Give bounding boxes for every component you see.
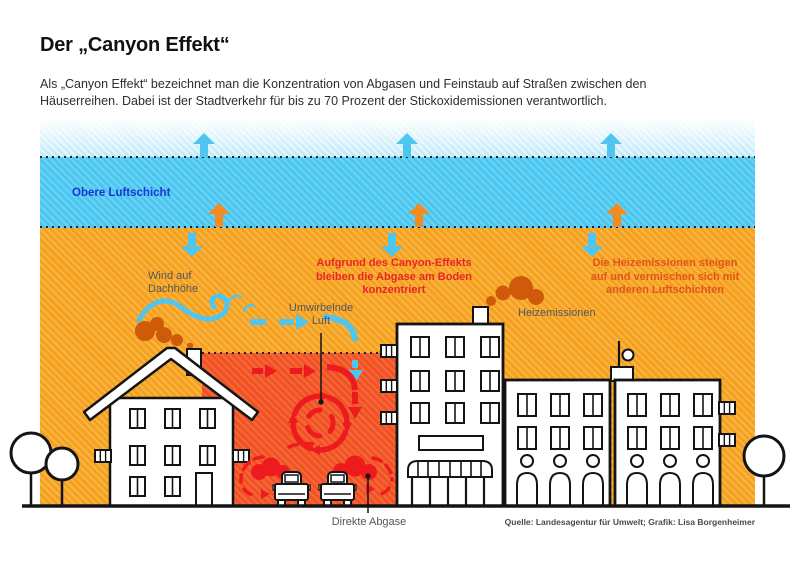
intro-line: Als „Canyon Effekt“ bezeichnet man die Konzentration von Abgasen und Feinstaub auf Straßen zwischen den: [40, 77, 647, 91]
balcony-icon: [719, 434, 735, 446]
balcony-icon: [381, 412, 397, 424]
street-smoke-clouds-red: [251, 456, 377, 481]
round-window-icon: [664, 455, 676, 467]
turbulence-label: Umwirbelnde Luft: [288, 302, 354, 327]
balcony-icon: [95, 450, 111, 462]
arched-door: [550, 473, 570, 506]
downdraft-arrows-cyan: [181, 233, 603, 257]
round-window-icon: [631, 455, 643, 467]
building-smoke-cloud: [486, 276, 544, 306]
mid-building-left: [505, 380, 610, 506]
trees-left: [11, 433, 78, 506]
balcony-icon: [381, 345, 397, 357]
house-smoke-cloud: [135, 317, 193, 349]
round-window-icon: [554, 455, 566, 467]
arched-door: [693, 473, 713, 506]
tall-building: [381, 307, 503, 506]
arched-door: [627, 473, 647, 506]
mid-building-right: [611, 341, 735, 506]
canyon-effect-note: Aufgrund des Canyon-Effekts bleiben die Abgase am Boden konzentriert: [315, 257, 473, 296]
down-arrow-icon: [181, 233, 203, 257]
tree-right: [744, 436, 784, 506]
up-arrow-icon: [408, 203, 430, 227]
arched-door: [660, 473, 680, 506]
antenna-icon: [611, 341, 634, 381]
down-arrow-icon: [581, 233, 603, 257]
rising-emission-arrows-orange: [208, 203, 628, 227]
up-arrow-icon: [600, 133, 622, 157]
up-arrow-icon: [208, 203, 230, 227]
tree-icon: [46, 448, 78, 480]
updraft-arrows-cyan: [193, 133, 622, 157]
up-arrow-icon: [193, 133, 215, 157]
wind-swirl-icon: [139, 296, 254, 320]
heating-emissions-label: Heizemissionen: [518, 307, 596, 319]
balcony-icon: [719, 402, 735, 414]
round-window-icon: [697, 455, 709, 467]
sign-band: [419, 436, 483, 450]
car-icon: [319, 472, 356, 506]
swirl-arrowhead: [261, 489, 270, 499]
down-arrow-icon: [381, 233, 403, 257]
round-window-icon: [587, 455, 599, 467]
balcony-icon: [381, 380, 397, 392]
wind-label: Wind auf Dachhöhe: [148, 270, 199, 295]
upper-air-layer-label: Obere Luftschicht: [72, 187, 171, 199]
house-building: [84, 348, 258, 506]
heating-emissions-note: Die Heizemissionen steigen auf und vermischen sich mit anderen Luftschichten: [590, 257, 740, 296]
page-title: Der „Canyon Effekt“: [40, 34, 230, 56]
up-arrow-icon: [396, 133, 418, 157]
up-arrow-icon: [606, 203, 628, 227]
door: [196, 473, 212, 506]
round-window-icon: [521, 455, 533, 467]
balcony-icon: [233, 450, 249, 462]
intro-line: Häuserreihen. Dabei ist der Stadtverkehr für bis zu 70 Prozent der Stickoxidemissionen verantwortlich.: [40, 94, 607, 108]
direct-exhaust-label: Direkte Abgase: [331, 516, 407, 528]
arched-door: [583, 473, 603, 506]
source-credit: Quelle: Landesagentur für Umwelt; Grafik: Lisa Borgenheimer: [504, 517, 755, 527]
arched-door: [517, 473, 537, 506]
tree-icon: [744, 436, 784, 476]
